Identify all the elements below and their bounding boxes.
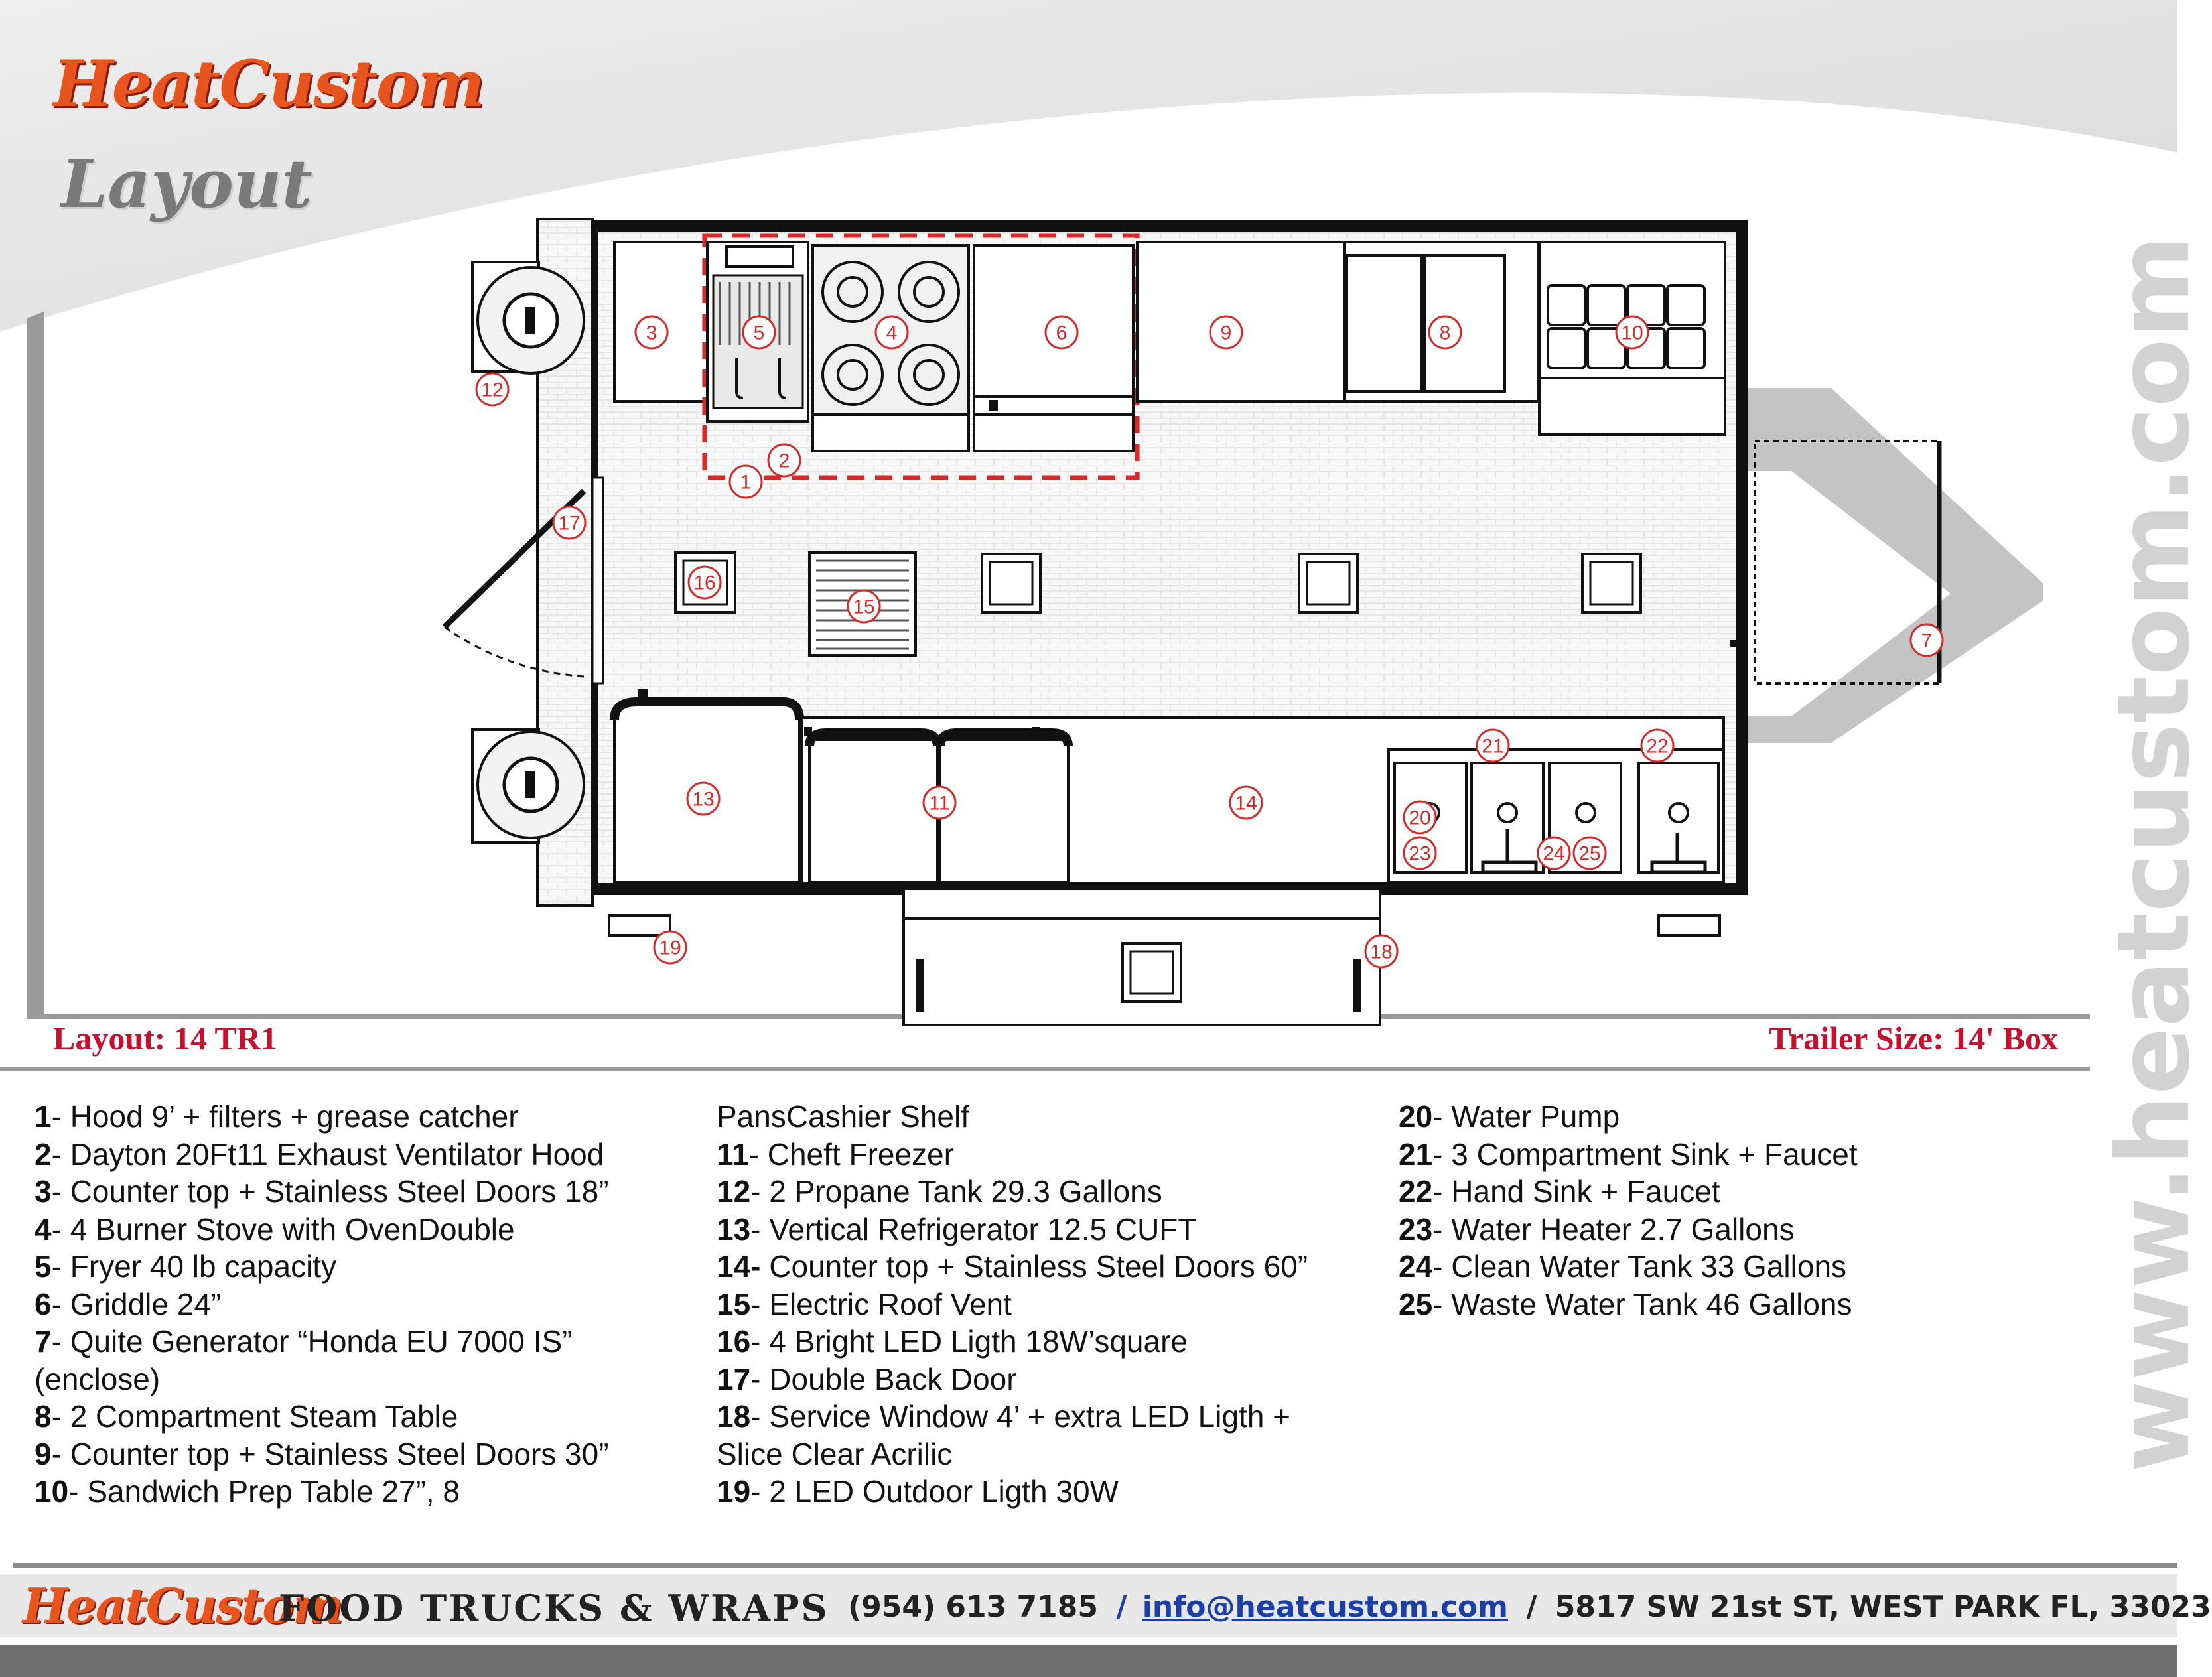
callout-20-label: 20 <box>1409 807 1431 829</box>
footer-email-link[interactable]: info@heatcustom.com <box>1142 1590 1508 1624</box>
callout-16-label: 16 <box>693 572 716 594</box>
trailer-size: Trailer Size: 14' Box <box>1769 1020 2058 1057</box>
brand-logo: HeatCustom <box>53 46 484 121</box>
callout-12-label: 12 <box>481 379 504 401</box>
legend-item: 12- 2 Propane Tank 29.3 Gallons <box>717 1174 1162 1209</box>
legend-item: 24- Clean Water Tank 33 Gallons <box>1399 1249 1847 1284</box>
legend-item: 15- Electric Roof Vent <box>717 1286 1012 1321</box>
legend-item: 23- Water Heater 2.7 Gallons <box>1399 1211 1795 1246</box>
footer-address: 5817 SW 21st ST, WEST PARK FL, 33023 <box>1555 1590 2211 1624</box>
legend-item: 25- Waste Water Tank 46 Gallons <box>1399 1286 1852 1321</box>
footer-logo: HeatCustom <box>23 1577 342 1634</box>
legend-item: 17- Double Back Door <box>717 1361 1017 1396</box>
legend-item: 9- Counter top + Stainless Steel Doors 30” <box>35 1436 609 1471</box>
legend-item: 20- Water Pump <box>1399 1099 1620 1134</box>
legend-item: Slice Clear Acrilic <box>717 1436 953 1471</box>
callout-21-label: 21 <box>1482 735 1504 758</box>
footer-tagline: FOOD TRUCKS & WRAPS <box>279 1587 829 1629</box>
callout-17-label: 17 <box>558 512 581 535</box>
legend-column-1 <box>35 1098 609 1510</box>
legend-item: 22- Hand Sink + Faucet <box>1399 1174 1720 1209</box>
callout-8-label: 8 <box>1439 322 1451 344</box>
legend-item: 2- Dayton 20Ft11 Exhaust Ventilator Hood <box>35 1136 604 1172</box>
callout-22-label: 22 <box>1646 735 1669 758</box>
layout-code: Layout: 14 TR1 <box>53 1020 278 1057</box>
legend-item: 1- Hood 9’ + filters + grease catcher <box>35 1099 519 1134</box>
callout-1-label: 1 <box>740 471 752 494</box>
callout-6-label: 6 <box>1056 322 1068 344</box>
legend-item: 18- Service Window 4’ + extra LED Ligth + <box>717 1399 1291 1434</box>
callout-24-label: 24 <box>1543 842 1565 865</box>
callout-4-label: 4 <box>886 322 898 344</box>
footer-phone: (954) 613 7185 <box>848 1590 1099 1624</box>
callout-7-label: 7 <box>1921 630 1933 652</box>
callout-3-label: 3 <box>646 322 657 344</box>
footer-sep-1: / <box>1116 1590 1127 1624</box>
legend-item: 8- 2 Compartment Steam Table <box>35 1399 458 1434</box>
legend-column-3 <box>1399 1098 1858 1323</box>
legend-item: 14- Counter top + Stainless Steel Doors 60” <box>717 1249 1308 1284</box>
callout-23-label: 23 <box>1409 842 1431 865</box>
legend-item: 10- Sandwich Prep Table 27”, 8 <box>35 1474 460 1509</box>
callout-14-label: 14 <box>1235 792 1257 815</box>
callout-25-label: 25 <box>1578 842 1601 865</box>
legend-item: 4- 4 Burner Stove with OvenDouble <box>35 1211 515 1246</box>
legend-item: 5- Fryer 40 lb capacity <box>35 1249 337 1284</box>
callout-19-label: 19 <box>659 937 681 959</box>
legend-column-2 <box>717 1098 1308 1510</box>
footer-sep-2: / <box>1526 1590 1537 1624</box>
legend-item: 11- Cheft Freezer <box>717 1136 954 1172</box>
callout-9-label: 9 <box>1220 322 1232 344</box>
footer-contact <box>848 1590 2211 1624</box>
legend-item: 6- Griddle 24” <box>35 1286 222 1321</box>
layout-subtitle: Layout <box>61 145 312 223</box>
legend-item: (enclose) <box>35 1361 161 1396</box>
callout-10-label: 10 <box>1621 322 1643 344</box>
legend-item: PansCashier Shelf <box>717 1099 969 1134</box>
callout-2-label: 2 <box>778 450 790 472</box>
legend-item: 16- 4 Bright LED Ligth 18W’square <box>717 1324 1188 1359</box>
legend-item: 21- 3 Compartment Sink + Faucet <box>1399 1136 1858 1172</box>
callout-15-label: 15 <box>853 596 875 618</box>
website-watermark: www.heatcustom.com <box>2097 235 2212 1473</box>
legend-item: 3- Counter top + Stainless Steel Doors 18” <box>35 1174 609 1209</box>
callout-11-label: 11 <box>929 792 950 815</box>
callout-18-label: 18 <box>1370 941 1393 963</box>
callout-13-label: 13 <box>692 788 715 811</box>
legend-item: 19- 2 LED Outdoor Ligth 30W <box>717 1474 1119 1509</box>
legend-item: 13- Vertical Refrigerator 12.5 CUFT <box>717 1211 1197 1246</box>
legend-item: 7- Quite Generator “Honda EU 7000 IS” <box>35 1324 573 1359</box>
callout-5-label: 5 <box>753 322 765 344</box>
